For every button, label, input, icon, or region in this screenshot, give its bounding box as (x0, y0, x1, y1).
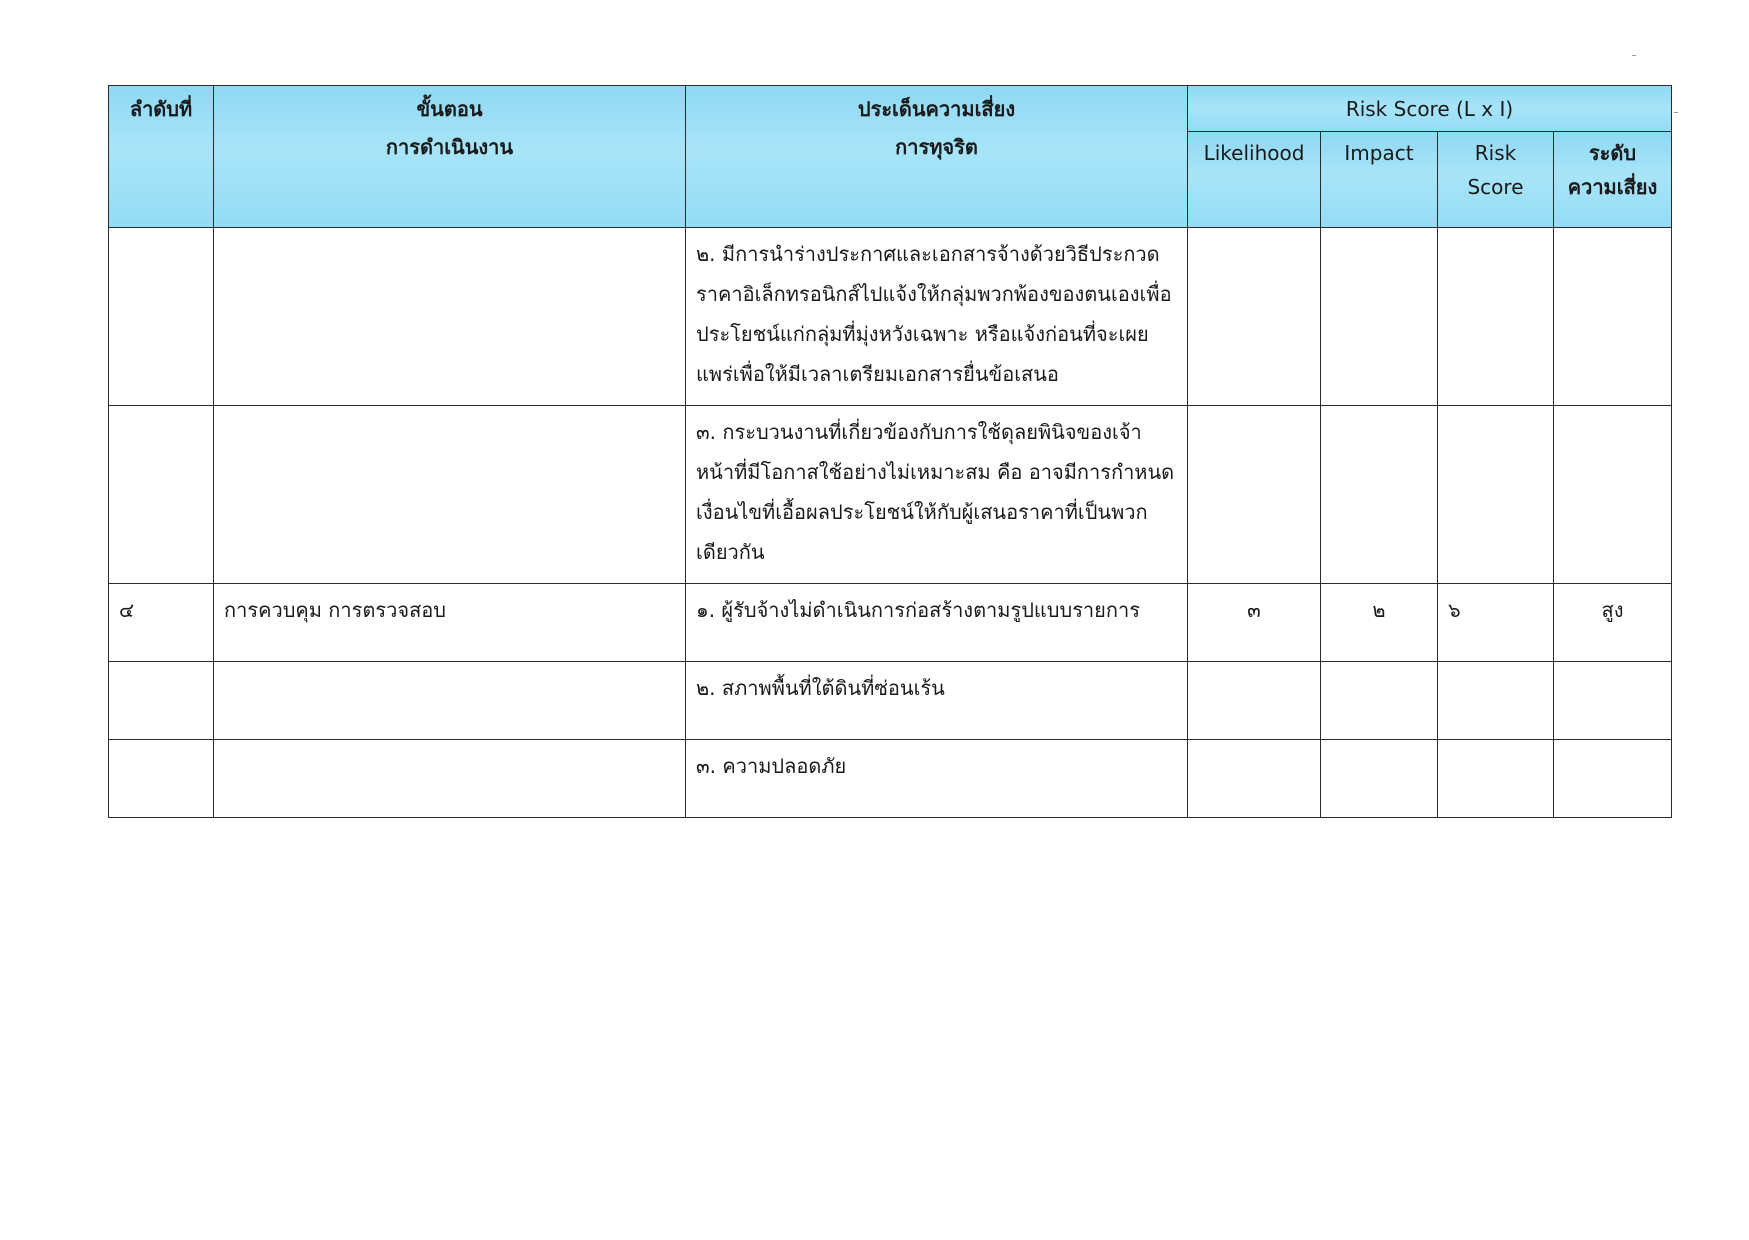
cell-seq (109, 740, 214, 818)
cell-step (214, 228, 686, 406)
cell-risk-level: สูง (1554, 584, 1672, 662)
cell-risk-issue: ๓. กระบวนงานที่เกี่ยวข้องกับการใช้ดุลยพินิจของเจ้าหน้าที่มีโอกาสใช้อย่างไม่เหมาะสม คือ อาจมีการกำหนดเงื่อนไขที่เอื้อผลประโยชน์ให้กับผู้เสนอราคาที่เป็นพวกเดียวกัน (686, 406, 1188, 584)
cell-risk-level (1554, 740, 1672, 818)
cell-risk-issue: ๒. สภาพพื้นที่ใต้ดินที่ซ่อนเร้น (686, 662, 1188, 740)
table-row (109, 228, 1672, 406)
cell-likelihood (1188, 406, 1321, 584)
cell-risk-score (1438, 740, 1554, 818)
cell-risk-score (1438, 662, 1554, 740)
cell-risk-score: ๖ (1438, 584, 1554, 662)
table-row (109, 662, 1672, 740)
cell-likelihood (1188, 662, 1321, 740)
cell-impact: ๒ (1321, 584, 1438, 662)
cell-impact (1321, 406, 1438, 584)
table-row (109, 406, 1672, 584)
cell-risk-level (1554, 406, 1672, 584)
cell-impact (1321, 228, 1438, 406)
header-likelihood: Likelihood (1188, 132, 1321, 228)
header-impact: Impact (1321, 132, 1438, 228)
scan-speck (1632, 55, 1636, 56)
cell-risk-score (1438, 406, 1554, 584)
cell-likelihood (1188, 228, 1321, 406)
cell-likelihood: ๓ (1188, 584, 1321, 662)
risk-assessment-table (108, 85, 1672, 818)
cell-risk-issue: ๒. มีการนำร่างประกาศและเอกสารจ้างด้วยวิธีประกวดราคาอิเล็กทรอนิกส์ไปแจ้งให้กลุ่มพวกพ้องของตนเองเพื่อประโยชน์แก่กลุ่มที่มุ่งหวังเฉพาะ หรือแจ้งก่อนที่จะเผยแพร่เพื่อให้มีเวลาเตรียมเอกสารยื่นข้อเสนอ (686, 228, 1188, 406)
header-risk-score-group: Risk Score (L x I) (1188, 86, 1672, 132)
cell-seq (109, 662, 214, 740)
cell-step (214, 406, 686, 584)
header-step: ขั้นตอน การดำเนินงาน (214, 86, 686, 228)
cell-likelihood (1188, 740, 1321, 818)
cell-step: การควบคุม การตรวจสอบ (214, 584, 686, 662)
scan-speck (1674, 112, 1678, 113)
cell-step (214, 740, 686, 818)
cell-risk-issue: ๓. ความปลอดภัย (686, 740, 1188, 818)
header-risk-issue: ประเด็นความเสี่ยง การทุจริต (686, 86, 1188, 228)
table-header (109, 86, 1672, 228)
cell-seq (109, 406, 214, 584)
header-seq: ลำดับที่ (109, 86, 214, 228)
cell-risk-level (1554, 662, 1672, 740)
cell-seq (109, 228, 214, 406)
cell-seq: ๔ (109, 584, 214, 662)
cell-step (214, 662, 686, 740)
table-row (109, 584, 1672, 662)
header-risk-level: ระดับ ความเสี่ยง (1554, 132, 1672, 228)
table-body (109, 228, 1672, 818)
header-risk-score: Risk Score (1438, 132, 1554, 228)
cell-risk-level (1554, 228, 1672, 406)
cell-risk-score (1438, 228, 1554, 406)
cell-impact (1321, 662, 1438, 740)
table-row (109, 740, 1672, 818)
cell-impact (1321, 740, 1438, 818)
cell-risk-issue: ๑. ผู้รับจ้างไม่ดำเนินการก่อสร้างตามรูปแบบรายการ (686, 584, 1188, 662)
